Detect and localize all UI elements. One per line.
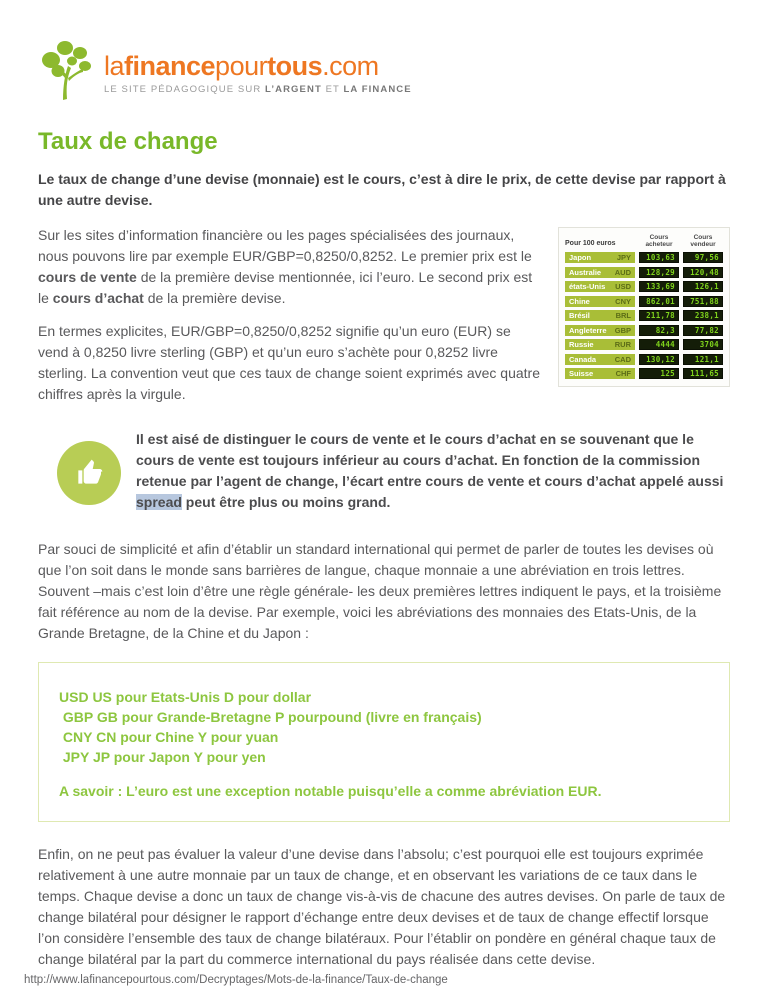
buy-rate-display: 82,3	[639, 325, 679, 336]
currency-label-bar	[565, 325, 635, 336]
sell-rate-display: 111,65	[683, 368, 723, 379]
sell-column-header: Cours vendeur	[690, 234, 716, 249]
text-segment: tous	[267, 51, 323, 81]
abbreviation-line: USD US pour Etats-Unis D pour dollar	[59, 689, 312, 705]
text-segment: de la première devise mentionnée, ici l’euro. Le second prix est le	[38, 269, 533, 306]
text-segment: spread	[136, 494, 182, 510]
currency-label-bar	[565, 296, 635, 307]
sell-rate-display: 751,88	[683, 296, 723, 307]
intro-paragraph: Le taux de change d’une devise (monnaie) est le cours, c’est à dire le prix, de cette devise par rapport à une autre devise.	[38, 171, 726, 208]
text-segment: LA FINANCE	[343, 84, 412, 95]
currency-label-bar	[565, 267, 635, 278]
buy-rate-display: 128,29	[639, 267, 679, 278]
rates-table-row	[565, 325, 723, 336]
currency-label-bar	[565, 368, 635, 379]
country-name: Brésil	[569, 311, 590, 321]
country-name: Angleterre	[569, 325, 607, 335]
country-name: Russie	[569, 340, 594, 350]
buy-rate-display: 211,78	[639, 310, 679, 321]
country-name: Chine	[569, 296, 590, 306]
site-header	[38, 38, 730, 104]
sell-rate-display: 3704	[683, 339, 723, 350]
rates-table-header	[565, 234, 723, 249]
text-segment: Sur les sites d’information financière ou les pages spécialisées des journaux, nous pouvons lire par exemple EUR/GBP=0,8250/0,8252. Le premier prix est le	[38, 227, 532, 264]
text-segment: ET	[321, 84, 344, 95]
exchange-rates-table	[558, 227, 730, 387]
abbreviation-line: JPY JP pour Japon Y pour yen	[59, 749, 266, 765]
currency-code: AUD	[614, 267, 631, 277]
rates-table-row	[565, 339, 723, 350]
thumbs-up-badge	[57, 441, 121, 505]
abbreviation-line: GBP GB pour Grande-Bretagne P pourpound (livre en français)	[59, 709, 482, 725]
thumbs-up-icon	[73, 457, 105, 489]
text-segment: finance	[124, 51, 216, 81]
paragraph-explicit-terms: En termes explicites, EUR/GBP=0,8250/0,8252 signifie qu’un euro (EUR) se vend à 0,8250 livre sterling (GBP) et qu’un euro s’achète pour 0,8252 livre sterling. La convention veut que ces taux de change soient exprimés avec quatre chiffres après la virgule.	[38, 323, 540, 402]
sell-rate-display: 97,56	[683, 252, 723, 263]
rates-table-caption: Pour 100 euros	[565, 239, 616, 247]
sell-rate-display: 120,48	[683, 267, 723, 278]
rates-table-row	[565, 368, 723, 379]
sell-rate-display: 238,1	[683, 310, 723, 321]
footer-source-url: http://www.lafinancepourtous.com/Decryptages/Mots-de-la-finance/Taux-de-change	[24, 974, 448, 986]
tip-paragraph	[136, 429, 730, 513]
rates-table-row	[565, 354, 723, 365]
text-segment: LE SITE PÉDAGOGIQUE SUR	[104, 84, 266, 95]
brand-tagline	[104, 84, 412, 95]
brand-block	[104, 47, 412, 95]
currency-label-bar	[565, 281, 635, 292]
brand-name	[104, 53, 412, 80]
rates-table-row	[565, 310, 723, 321]
buy-rate-display: 125	[639, 368, 679, 379]
sell-rate-display: 121,1	[683, 354, 723, 365]
currency-label-bar	[565, 310, 635, 321]
text-segment: cours d’achat	[52, 290, 144, 306]
country-name: Australie	[569, 267, 602, 277]
buy-rate-display: 133,69	[639, 281, 679, 292]
currency-code: CHF	[615, 369, 631, 379]
text-segment: .com	[322, 51, 379, 81]
country-name: Canada	[569, 354, 597, 364]
currency-label-bar	[565, 252, 635, 263]
abbreviation-box	[38, 662, 730, 822]
text-segment: cours de vente	[38, 269, 137, 285]
text-segment: la	[104, 51, 125, 81]
buy-rate-display: 103,63	[639, 252, 679, 263]
buy-column-header: Cours acheteur	[645, 234, 673, 249]
tree-logo-icon	[38, 38, 94, 104]
currency-code: RUR	[614, 340, 631, 350]
rates-table-row	[565, 252, 723, 263]
currency-label-bar	[565, 354, 635, 365]
sell-rate-display: 77,82	[683, 325, 723, 336]
page-title: Taux de change	[38, 128, 218, 155]
buy-rate-display: 130,12	[639, 354, 679, 365]
currency-code: CNY	[615, 296, 631, 306]
text-segment: de la première devise.	[143, 290, 286, 306]
sell-rate-display: 126,1	[683, 281, 723, 292]
country-name: Suisse	[569, 369, 594, 379]
abbreviation-line: CNY CN pour Chine Y pour yuan	[59, 729, 279, 745]
tip-block	[38, 429, 730, 513]
currency-code: GBP	[614, 325, 631, 335]
paragraph-abbreviations: Par souci de simplicité et afin d’établir un standard international qui permet de parler de toutes les devises où que l’on soit dans le monde sans barrières de langue, chaque monnaie a une abréviation en trois lettres. Souvent –mais c’est loin d’être une règle générale- les deux premières lettres indiquent le pays, et la troisième fait référence au nom de la devise. Par exemple, voici les abréviations des monnaies des Etats-Unis, de la Grande Bretagne, de la Chine et du Japon :	[38, 541, 722, 641]
rates-table-row	[565, 281, 723, 292]
paragraph-bilateral-rates: Enfin, on ne peut pas évaluer la valeur d’une devise dans l’absolu; c’est pourquoi elle est toujours exprimée relativement à une autre monnaie par un taux de change, et en observant les variations de ce taux dans le temps. Chaque devise a donc un taux de change vis-à-vis de chacune des autres devises. On parle de taux de change bilatéral pour désigner le rapport d’échange entre deux devises et de taux de change effectif lorsque l’on considère l’ensemble des taux de change bilatéraux. Pour l’établir on pondère en général chaque taux de change bilatéral par la part du commerce international du pays réalisée dans cette devise.	[38, 846, 726, 967]
country-name: états-Unis	[569, 282, 606, 292]
rates-table-row	[565, 296, 723, 307]
rates-table-row	[565, 267, 723, 278]
buy-rate-display: 4444	[639, 339, 679, 350]
currency-code: BRL	[615, 311, 631, 321]
text-segment: pour	[215, 51, 268, 81]
intro-section	[38, 225, 730, 405]
currency-label-bar	[565, 339, 635, 350]
text-segment: Il est aisé de distinguer le cours de vente et le cours d’achat en se souvenant que le cours de vente est toujours inférieur au cours d’achat. En fonction de la commission retenue par l’agent de change, l’écart entre cours de vente et cours d’achat appelé aussi	[136, 431, 724, 489]
country-name: Japon	[569, 253, 592, 263]
text-segment: L’ARGENT	[265, 84, 322, 95]
buy-rate-display: 862,01	[639, 296, 679, 307]
currency-code: JPY	[616, 253, 631, 263]
text-segment: peut être plus ou moins grand.	[181, 494, 391, 510]
currency-code: CAD	[614, 354, 631, 364]
abbreviation-note: A savoir : L’euro est une exception notable puisqu’elle a comme abréviation EUR.	[59, 783, 602, 799]
currency-code: USD	[615, 282, 631, 292]
